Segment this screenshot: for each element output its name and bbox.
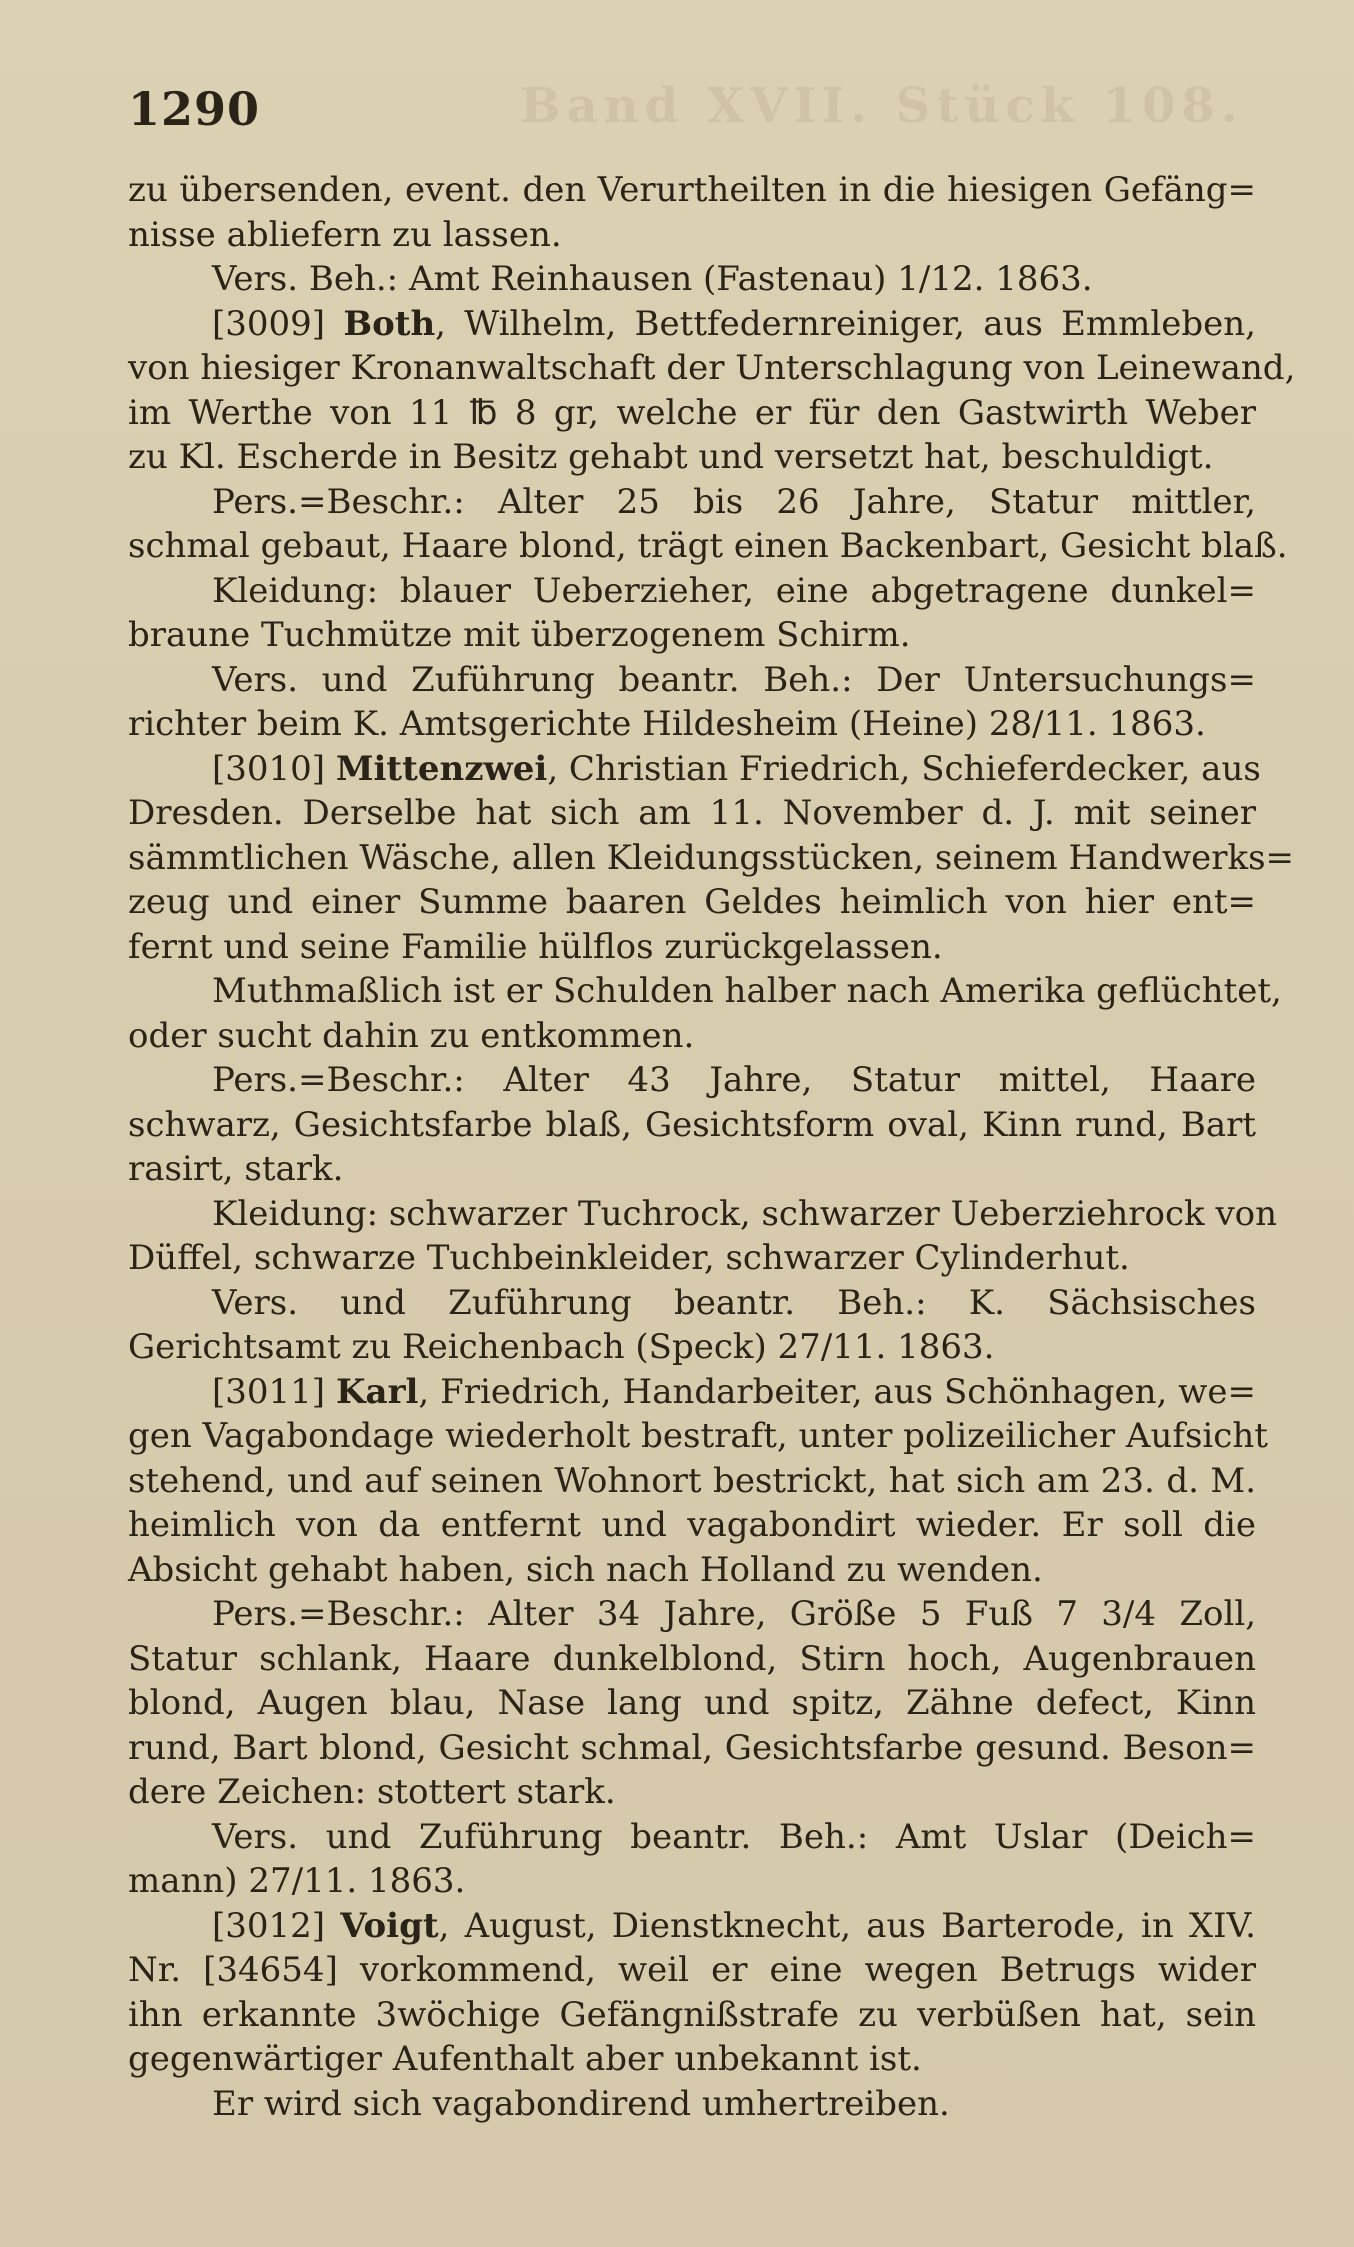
text-line: blond, Augen blau, Nase lang und spitz, Zähne defect, Kinn bbox=[128, 1683, 1256, 1723]
person-name: Voigt bbox=[340, 1905, 439, 1946]
text-line: Pers.=Beschr.: Alter 43 Jahre, Statur mittel, Haare bbox=[212, 1060, 1256, 1100]
text-line: von hiesiger Kronanwaltschaft der Unterschlagung von Leinewand, bbox=[128, 348, 1296, 388]
text-line: Gerichtsamt zu Reichenbach (Speck) 27/11. 1863. bbox=[128, 1327, 995, 1367]
text-line: richter beim K. Amtsgerichte Hildesheim (Heine) 28/11. 1863. bbox=[128, 704, 1206, 744]
text-line: Düffel, schwarze Tuchbeinkleider, schwarzer Cylinderhut. bbox=[128, 1238, 1130, 1278]
text-line: schmal gebaut, Haare blond, trägt einen Backenbart, Gesicht blaß. bbox=[128, 526, 1288, 566]
person-name: Both bbox=[343, 303, 436, 344]
running-head-bleed-through: Band XVII. Stück 108. bbox=[520, 78, 1244, 134]
person-name: Mittenzwei bbox=[335, 748, 548, 789]
text-line: Vers. und Zuführung beantr. Beh.: K. Sächsisches bbox=[212, 1282, 1256, 1323]
text-line: fernt und seine Familie hülflos zurückgelassen. bbox=[128, 926, 943, 967]
text-line: braune Tuchmütze mit überzogenem Schirm. bbox=[128, 615, 911, 655]
text-line: Kleidung: blauer Ueberzieher, eine abgetragene dunkel= bbox=[212, 570, 1256, 611]
text-line: Pers.=Beschr.: Alter 34 Jahre, Größe 5 Fuß 7 3/4 Zoll, bbox=[212, 1594, 1256, 1634]
text-line: oder sucht dahin zu entkommen. bbox=[128, 1015, 695, 1056]
text-line: Absicht gehabt haben, sich nach Holland zu wenden. bbox=[128, 1549, 1043, 1590]
person-name: Karl bbox=[335, 1371, 419, 1412]
text-line: schwarz, Gesichtsfarbe blaß, Gesichtsform oval, Kinn rund, Bart bbox=[128, 1104, 1256, 1145]
text-line: dere Zeichen: stottert stark. bbox=[128, 1772, 616, 1812]
text-line: zu Kl. Escherde in Besitz gehabt und versetzt hat, beschuldigt. bbox=[128, 437, 1214, 477]
text-line: sämmtlichen Wäsche, allen Kleidungsstücken, seinem Handwerks= bbox=[128, 837, 1295, 878]
text-line: Er wird sich vagabondirend umhertreiben. bbox=[212, 2083, 950, 2124]
text-line: nisse abliefern zu lassen. bbox=[128, 214, 562, 255]
text-line: [3011] Karl, Friedrich, Handarbeiter, aus Schönhagen, we= bbox=[212, 1371, 1256, 1412]
text-line: Kleidung: schwarzer Tuchrock, schwarzer Ueberziehrock von bbox=[212, 1193, 1278, 1234]
text-line: Muthmaßlich ist er Schulden halber nach Amerika geflüchtet, bbox=[212, 971, 1282, 1011]
page-number: 1290 bbox=[128, 82, 261, 136]
text-line: rasirt, stark. bbox=[128, 1149, 344, 1189]
text-line: [3010] Mittenzwei, Christian Friedrich, Schieferdecker, aus bbox=[212, 748, 1261, 789]
text-line: zu übersenden, event. den Verurtheilten in die hiesigen Gefäng= bbox=[128, 170, 1256, 210]
text-line: gen Vagabondage wiederholt bestraft, unter polizeilicher Aufsicht bbox=[128, 1416, 1268, 1456]
text-line: zeug und einer Summe baaren Geldes heimlich von hier ent= bbox=[128, 882, 1256, 922]
text-line: Vers. und Zuführung beantr. Beh.: Der Untersuchungs= bbox=[212, 659, 1256, 700]
text-line: Dresden. Derselbe hat sich am 11. November d. J. mit seiner bbox=[128, 793, 1256, 833]
text-line: gegenwärtiger Aufenthalt aber unbekannt ist. bbox=[128, 2039, 922, 2079]
text-line: Vers. Beh.: Amt Reinhausen (Fastenau) 1/12. 1863. bbox=[212, 259, 1093, 299]
text-line: Vers. und Zuführung beantr. Beh.: Amt Uslar (Deich= bbox=[212, 1816, 1256, 1857]
text-line: rund, Bart blond, Gesicht schmal, Gesichtsfarbe gesund. Beson= bbox=[128, 1727, 1256, 1768]
text-line: mann) 27/11. 1863. bbox=[128, 1861, 466, 1901]
text-line: im Werthe von 11 ℔ 8 gr, welche er für den Gastwirth Weber bbox=[128, 392, 1256, 433]
text-line: heimlich von da entfernt und vagabondirt wieder. Er soll die bbox=[128, 1505, 1256, 1545]
text-line: Statur schlank, Haare dunkelblond, Stirn hoch, Augenbrauen bbox=[128, 1638, 1256, 1679]
text-line: ihn erkannte 3wöchige Gefängnißstrafe zu verbüßen hat, sein bbox=[128, 1994, 1256, 2035]
text-line: Pers.=Beschr.: Alter 25 bis 26 Jahre, Statur mittler, bbox=[212, 481, 1256, 522]
text-line: [3012] Voigt, August, Dienstknecht, aus Barterode, in XIV. bbox=[212, 1905, 1256, 1946]
text-line: Nr. [34654] vorkommend, weil er eine wegen Betrugs wider bbox=[128, 1950, 1256, 1990]
body-text bbox=[128, 168, 1296, 2126]
text-line: stehend, und auf seinen Wohnort bestrickt, hat sich am 23. d. M. bbox=[128, 1460, 1256, 1501]
text-line: [3009] Both, Wilhelm, Bettfedernreiniger, aus Emmleben, bbox=[212, 303, 1256, 344]
